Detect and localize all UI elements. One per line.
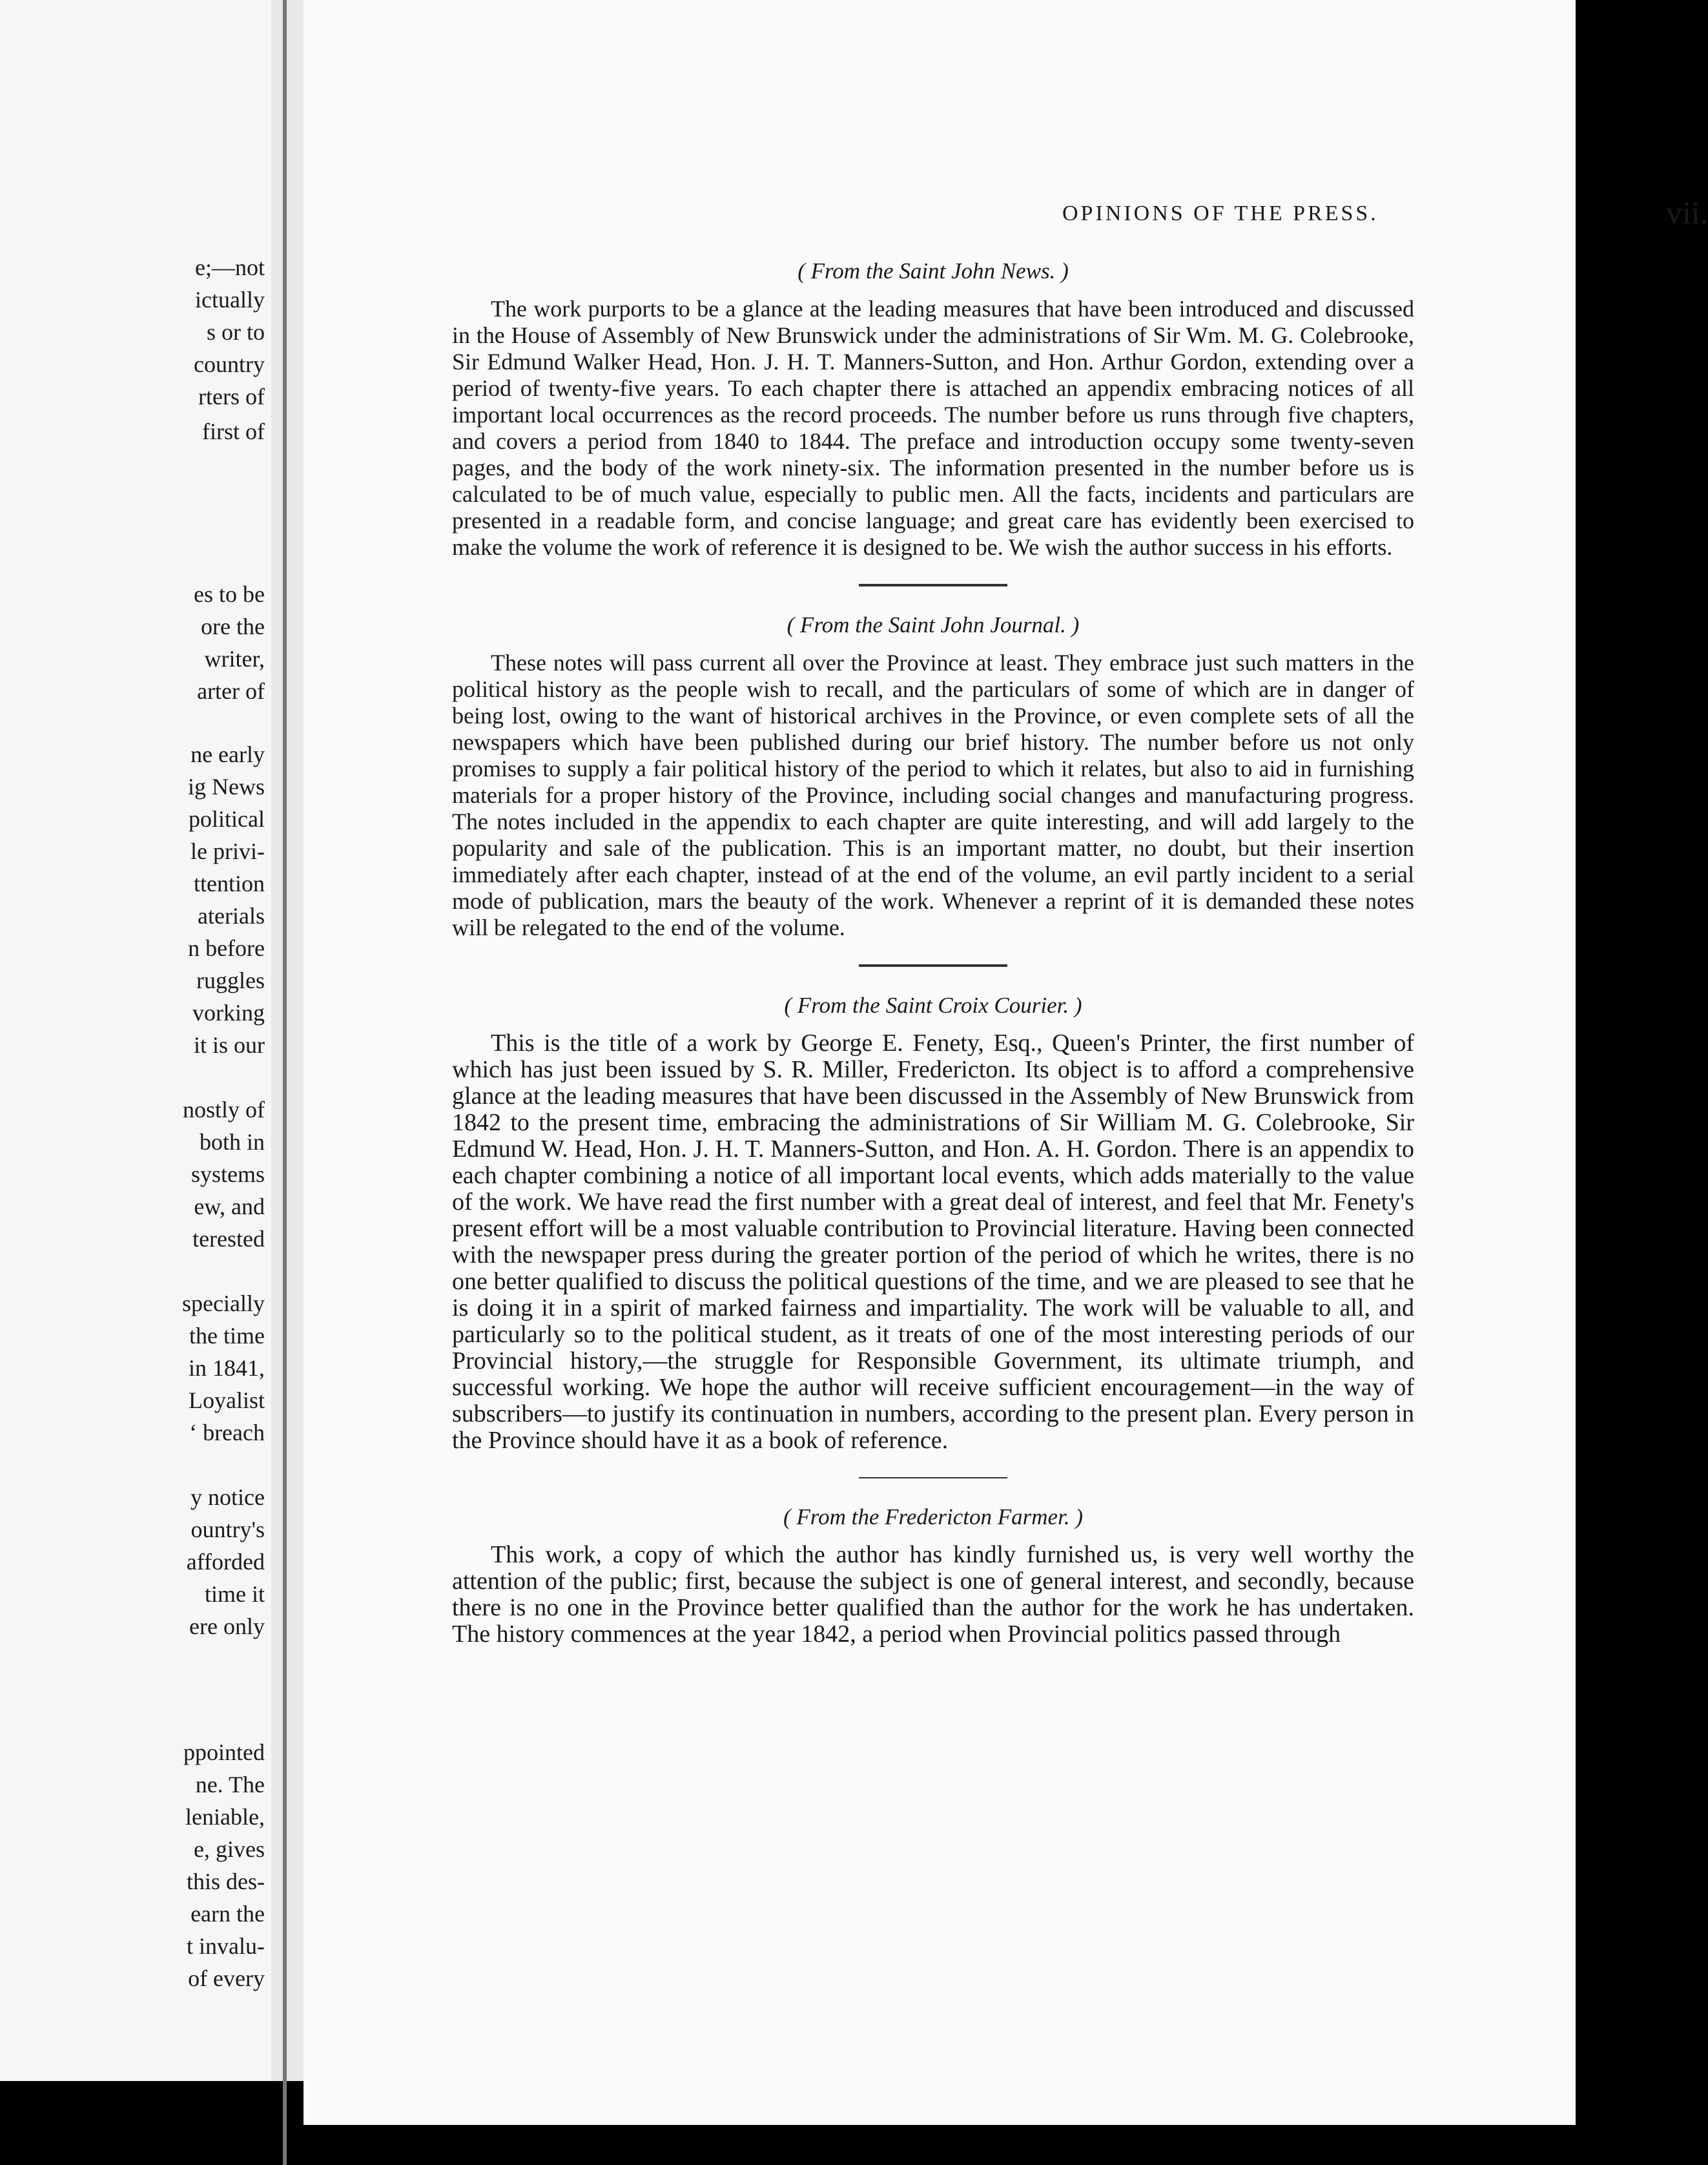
facing-page-line-fragment: ruggles xyxy=(196,968,265,993)
source-attribution: ( From the Saint John News. ) xyxy=(797,258,1069,284)
opinion-text: This is the title of a work by George E. Fenety, Esq., Queen's Printer, the first number of which has just been issued by S. R. Miller, Fredericton. Its object is to afford a comprehensive glance at the leading measures that have been discussed in the Assembly of New Brunswick from 1842 to the present time, embracing the administrations of Sir William M. G. Colebrooke, Sir Edmund W. Head, Hon. J. H. T. Manners-Sutton, and Hon. A. H. Gordon. There is an appendix to each chapter combining a notice of all important local events, which adds materially to the value of the work. We have read the first number with a great deal of interest, and feel that Mr. Fenety's present effort will be a most valuable contribution to Provincial literature. Having been connected with the newspaper press during the greater portion of the period of which he writes, there is no one better qualified to discuss the political questions of the time, and we are pleased to see that he is doing it in a spirit of marked fairness and impartiality. The work will be valuable to all, and particularly so to the political student, as it treats of one of the most interesting periods of our Provincial history,—the struggle for Responsible Government, its ultimate triumph, and successful working. We hope the author will receive sufficient encouragement—in the way of subscribers—to justify its continuation in numbers, according to the present plan. Every person in the Province should have it as a book of reference. xyxy=(452,1030,1414,1454)
opinion-text: The work purports to be a glance at the leading measures that have been introduced and discussed in the House of Assembly of New Brunswick under the administrations of Sir Wm. M. G. Colebrooke, Sir Edmund Walker Head, Hon. J. H. T. Manners-Sutton, and Hon. Arthur Gordon, extending over a period of twenty-five years. To each chapter there is attached an appendix embracing notices of all important local occurrences as the record proceeds. The number before us runs through five chapters, and covers a period from 1840 to 1844. The preface and introduction occupy some twenty-seven pages, and the body of the work ninety-six. The information presented in the number before us is calculated to be of much value, especially to public men. All the facts, incidents and particulars are presented in a readable form, and concise language; and great care has evidently been exercised to make the volume the work of reference it is designed to be. We wish the author success in his efforts. xyxy=(452,296,1414,560)
facing-page-line-fragment: specially xyxy=(182,1290,265,1316)
facing-page-line-fragment: the time xyxy=(189,1323,265,1349)
facing-page-line-fragment: y notice xyxy=(190,1484,265,1510)
facing-page-line-fragment: rters of xyxy=(198,384,265,409)
press-opinion-saint-croix-courier xyxy=(452,993,1414,1454)
facing-page-line-fragment: ew, and xyxy=(194,1194,265,1219)
facing-page-line-fragment: ne early xyxy=(190,741,265,767)
facing-page-line-fragment: s or to xyxy=(207,319,265,345)
facing-page-line-fragment: leniable, xyxy=(185,1804,265,1830)
facing-page-line-fragment: ne. The xyxy=(195,1772,265,1797)
facing-page-line-fragment: ore the xyxy=(201,614,265,639)
facing-page-line-fragment: time it xyxy=(205,1581,265,1607)
facing-page-left xyxy=(0,0,273,2081)
book-gutter xyxy=(271,0,304,2081)
facing-page-line-fragment: political xyxy=(189,806,265,832)
facing-page-line-fragment: ountry's xyxy=(190,1517,265,1542)
facing-page-line-fragment: both in xyxy=(199,1129,265,1155)
book-spine xyxy=(283,0,287,2165)
facing-page-line-fragment: e, gives xyxy=(194,1836,265,1862)
opinion-text: These notes will pass current all over the Province at least. They embrace just such matters in the political history as the people wish to recall, and the particulars of some of which are in danger of being lost, owing to the want of historical archives in the Province, or even complete sets of all the newspapers which have been published during our brief history. The number before us not only promises to supply a fair political history of the period to which it relates, but also to aid in furnishing materials for a proper history of the Province, including social changes and manufacturing progress. The notes included in the appendix to each chapter are quite interesting, and will add largely to the popularity and sale of the publication. This is an important matter, no doubt, but their insertion immediately after each chapter, instead of at the end of the volume, an evil partly incident to a serial mode of publication, mars the beauty of the work. Whenever a reprint of it is demanded these notes will be relegated to the end of the volume. xyxy=(452,650,1414,940)
facing-page-line-fragment: afforded xyxy=(186,1549,265,1575)
facing-page-line-fragment: terested xyxy=(192,1226,265,1252)
facing-page-line-fragment: ppointed xyxy=(183,1739,265,1765)
facing-page-line-fragment: ‘ breach xyxy=(189,1420,265,1445)
source-attribution: ( From the Fredericton Farmer. ) xyxy=(783,1504,1083,1529)
press-opinion-saint-john-journal xyxy=(452,612,1414,941)
facing-page-line-fragment: country xyxy=(194,351,265,377)
facing-page-line-fragment: it is our xyxy=(193,1032,265,1058)
facing-page-line-fragment: n before xyxy=(188,935,265,961)
facing-page-line-fragment: ere only xyxy=(189,1613,265,1639)
facing-page-line-fragment: of every xyxy=(188,1965,265,1991)
facing-page-line-fragment: t invalu- xyxy=(187,1933,265,1959)
opinion-text: This work, a copy of which the author has kindly furnished us, is very well worthy the attention of the public; first, because the subject is one of general interest, and secondly, because there is no one in the Province better qualified than the author for the work he has undertaken. The history commences at the year 1842, a period when Provincial politics passed through xyxy=(452,1541,1414,1648)
facing-page-line-fragment: nostly of xyxy=(182,1097,265,1123)
running-head: OPINIONS OF THE PRESS. xyxy=(1062,202,1379,225)
facing-page-line-fragment: this des- xyxy=(187,1869,265,1894)
section-divider xyxy=(859,1477,1007,1478)
facing-page-line-fragment: aterials xyxy=(198,903,265,929)
facing-page-line-fragment: writer, xyxy=(204,646,265,672)
facing-page-line-fragment: Loyalist xyxy=(189,1387,265,1413)
section-divider xyxy=(859,964,1007,967)
facing-page-line-fragment: vorking xyxy=(192,1000,265,1026)
facing-page-line-fragment: systems xyxy=(190,1161,265,1187)
facing-page-line-fragment: ttention xyxy=(194,871,265,896)
facing-page-line-fragment: ig News xyxy=(188,774,265,800)
facing-page-line-fragment: arter of xyxy=(197,678,265,704)
source-attribution: ( From the Saint Croix Courier. ) xyxy=(784,993,1082,1018)
facing-page-line-fragment: in 1841, xyxy=(188,1355,265,1381)
press-opinion-fredericton-farmer xyxy=(452,1504,1414,1648)
facing-page-text-fragments xyxy=(0,0,271,2081)
press-opinion-saint-john-news xyxy=(452,258,1414,561)
facing-page-line-fragment: e;—not xyxy=(195,254,265,280)
facing-page-line-fragment: first of xyxy=(202,419,265,444)
page-content xyxy=(452,258,1414,1666)
facing-page-line-fragment: ictually xyxy=(195,287,265,313)
facing-page-line-fragment: le privi- xyxy=(190,838,265,864)
facing-page-line-fragment: earn the xyxy=(190,1901,265,1927)
facing-page-line-fragment: es to be xyxy=(194,581,265,607)
source-attribution: ( From the Saint John Journal. ) xyxy=(787,612,1080,637)
section-divider xyxy=(859,584,1007,586)
page-number: vii. xyxy=(1666,194,1708,231)
